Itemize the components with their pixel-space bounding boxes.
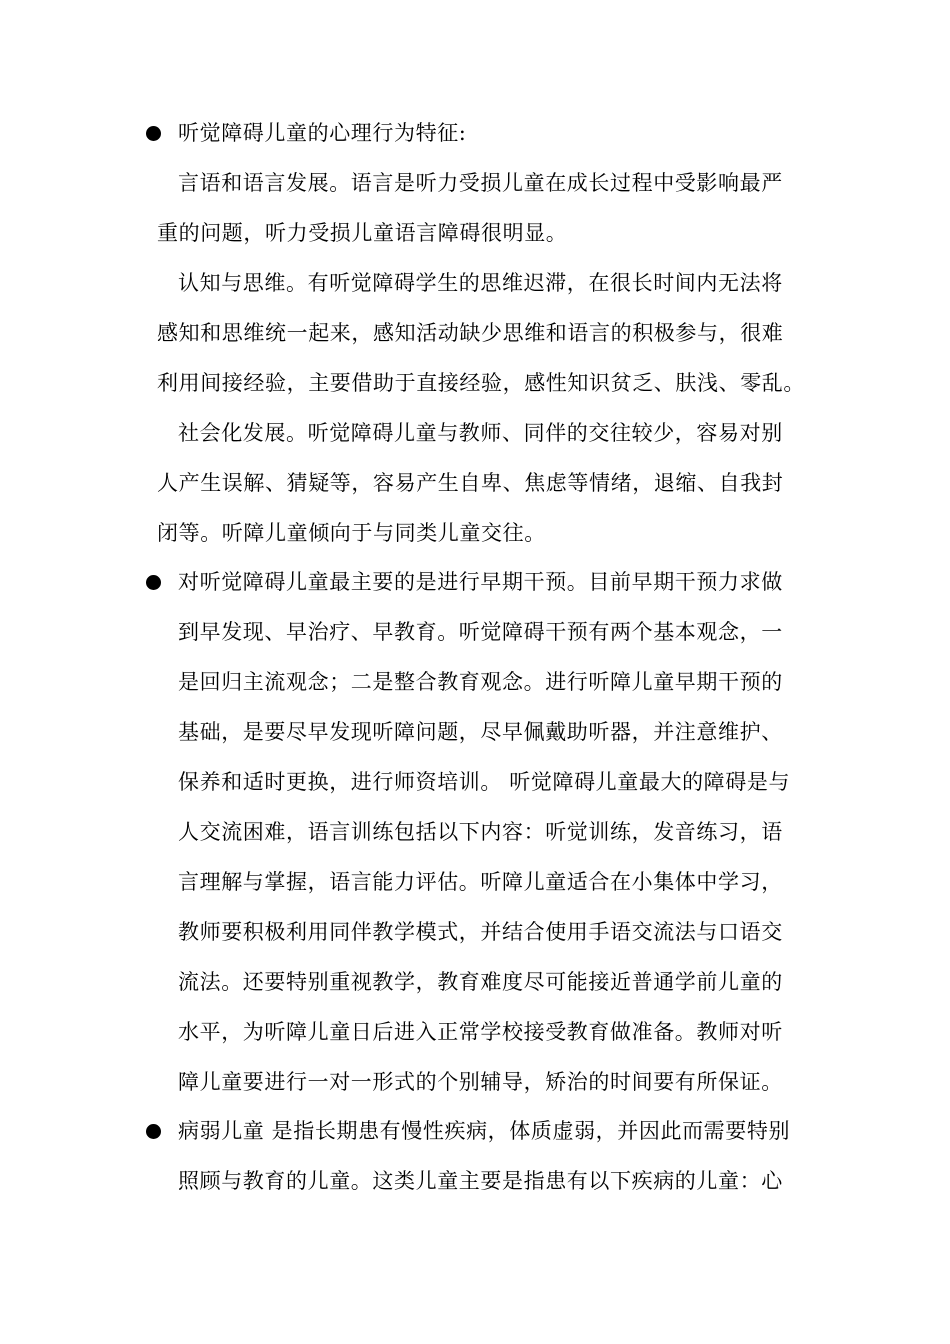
intervention-line-2: 到早发现、早治疗、早教育。听觉障碍干预有两个基本观念，一 <box>178 620 783 644</box>
paragraph-language-line-2: 重的问题，听力受损儿童语言障碍很明显。 <box>157 221 568 245</box>
intervention-line-4: 基础，是要尽早发现听障问题，尽早佩戴助听器，并注意维护、 <box>178 720 783 744</box>
paragraph-social-line-2: 人产生误解、猜疑等，容易产生自卑、焦虑等情绪，退缩、自我封 <box>157 471 784 495</box>
intervention-line-3: 是回归主流观念；二是整合教育观念。进行听障儿童早期干预的 <box>178 670 783 694</box>
sick-children-line-1: 病弱儿童 是指长期患有慢性疾病，体质虚弱，并因此而需要特别 <box>178 1119 791 1143</box>
intervention-line-11: 障儿童要进行一对一形式的个别辅导，矫治的时间要有所保证。 <box>178 1070 783 1094</box>
paragraph-social-line-3: 闭等。听障儿童倾向于与同类儿童交往。 <box>157 521 546 545</box>
bullet-icon <box>146 575 161 590</box>
bullet-icon <box>146 1124 161 1139</box>
intervention-line-8: 教师要积极利用同伴教学模式，并结合使用手语交流法与口语交 <box>178 920 783 944</box>
paragraph-social-line-1: 社会化发展。听觉障碍儿童与教师、同伴的交往较少，容易对别 <box>178 421 783 445</box>
intervention-line-7: 言理解与掌握，语言能力评估。听障儿童适合在小集体中学习， <box>178 870 783 894</box>
paragraph-cognition-line-1: 认知与思维。有听觉障碍学生的思维迟滞，在很长时间内无法将 <box>178 271 783 295</box>
sick-children-line-2: 照顾与教育的儿童。这类儿童主要是指患有以下疾病的儿童：心 <box>178 1169 783 1193</box>
intervention-line-6: 人交流困难，语言训练包括以下内容：听觉训练，发音练习，语 <box>178 820 783 844</box>
intervention-line-5: 保养和适时更换，进行师资培训。 听觉障碍儿童最大的障碍是与 <box>178 770 791 794</box>
intervention-line-10: 水平，为听障儿童日后进入正常学校接受教育做准备。教师对听 <box>178 1020 783 1044</box>
paragraph-language-line-1: 言语和语言发展。语言是听力受损儿童在成长过程中受影响最严 <box>178 171 783 195</box>
bullet-icon <box>146 126 161 141</box>
paragraph-cognition-line-2: 感知和思维统一起来，感知活动缺少思维和语言的积极参与，很难 <box>157 321 784 345</box>
intervention-line-9: 流法。还要特别重视教学，教育难度尽可能接近普通学前儿童的 <box>178 970 783 994</box>
section-heading-hearing-traits: 听觉障碍儿童的心理行为特征: <box>178 121 467 145</box>
intervention-line-1: 对听觉障碍儿童最主要的是进行早期干预。目前早期干预力求做 <box>178 570 783 594</box>
paragraph-cognition-line-3: 利用间接经验，主要借助于直接经验，感性知识贫乏、肤浅、零乱。 <box>157 371 805 395</box>
